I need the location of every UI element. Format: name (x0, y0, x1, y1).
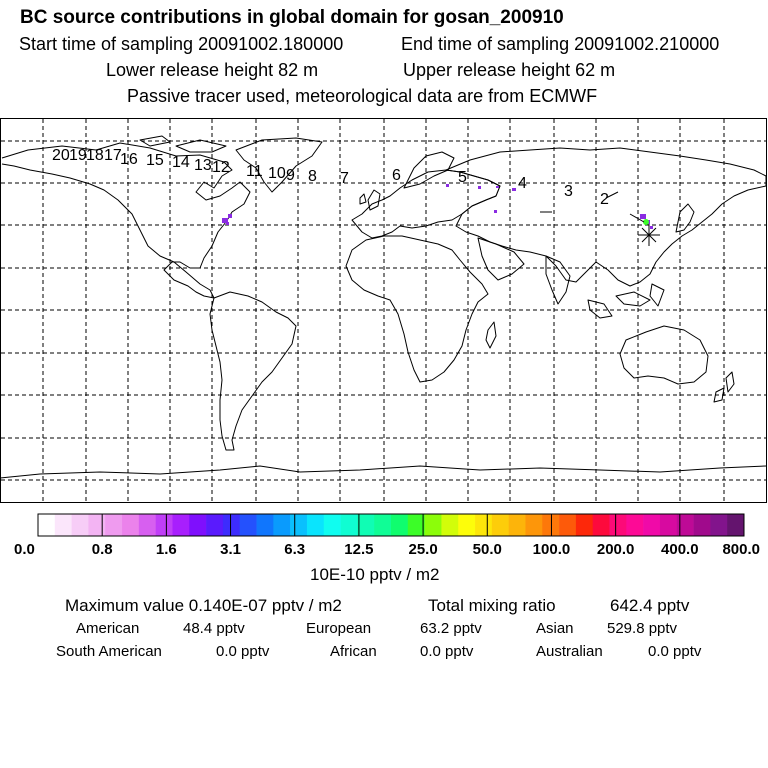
region-value: 0.0 pptv (216, 643, 270, 660)
trajectory-hour-label: 11 (246, 163, 263, 180)
colorbar-cell (509, 514, 526, 536)
total-mixing-ratio-value: 642.4 pptv (610, 596, 690, 615)
colorbar-cell (458, 514, 475, 536)
colorbar-cell (307, 514, 324, 536)
trajectory-hour-label: 6 (392, 167, 401, 184)
colorbar-cell (559, 514, 576, 536)
region-value: 63.2 pptv (420, 620, 482, 637)
colorbar-tick-label: 50.0 (472, 541, 502, 558)
region-value: 48.4 pptv (183, 620, 245, 637)
colorbar-cell (710, 514, 727, 536)
colorbar-tick-label: 800.0 (722, 541, 760, 558)
colorbar-cell (139, 514, 156, 536)
trajectory-hour-label: 20 (52, 147, 70, 164)
region-name: Australian (536, 643, 603, 660)
region-value: 0.0 pptv (648, 643, 702, 660)
trajectory-hour-label: 5 (458, 169, 467, 186)
colorbar-tick-label: 0.8 (91, 541, 113, 558)
trajectory-hour-label: 16 (120, 151, 138, 168)
colorbar-tick-label: 25.0 (408, 541, 438, 558)
colorbar-cell (172, 514, 189, 536)
maximum-value-label: Maximum value 0.140E-07 pptv / m2 (65, 596, 342, 615)
colorbar-tick-label: 400.0 (661, 541, 699, 558)
colorbar-cell (122, 514, 139, 536)
colorbar-cell (156, 514, 173, 536)
trajectory-hour-label: 12 (212, 159, 230, 176)
colorbar-tick-label: 3.1 (220, 541, 241, 558)
colorbar-cell (610, 514, 627, 536)
lower-release-height: Lower release height 82 m (106, 60, 319, 80)
trajectory-hour-label: 15 (146, 152, 164, 169)
trajectory-hour-label: 19 (69, 147, 87, 164)
colorbar-tick-label: 100.0 (532, 541, 571, 558)
colorbar-tick-label: 200.0 (596, 541, 635, 558)
colorbar-cell (55, 514, 72, 536)
trajectory-hour-label: 17 (104, 147, 122, 164)
trajectory-hour-label: 18 (86, 147, 104, 164)
colorbar-cell (643, 514, 660, 536)
region-value: 0.0 pptv (420, 643, 474, 660)
colorbar-cell (189, 514, 206, 536)
colorbar-cell (324, 514, 341, 536)
trajectory-hour-label: 14 (172, 154, 190, 171)
colorbar-tick-label: 6.3 (284, 541, 306, 558)
colorbar-cell (694, 514, 711, 536)
colorbar-cell (240, 514, 257, 536)
colorbar-cell (408, 514, 425, 536)
region-name: American (76, 620, 140, 637)
region-name: Asian (536, 620, 574, 637)
colorbar-cell (257, 514, 274, 536)
colorbar-cell (492, 514, 509, 536)
region-name: South American (56, 643, 162, 660)
colorbar-unit-label: 10E-10 pptv / m2 (310, 565, 440, 584)
colorbar-cell (425, 514, 442, 536)
total-mixing-ratio-label: Total mixing ratio (428, 596, 556, 615)
trajectory-hour-label: 2 (600, 191, 609, 208)
region-value: 529.8 pptv (607, 620, 678, 637)
colorbar-cell (391, 514, 408, 536)
tracer-note: Passive tracer used, meteorological data are from ECMWF (127, 86, 598, 106)
trajectory-hour-label: 9 (286, 167, 295, 184)
colorbar-cell (223, 514, 240, 536)
colorbar-tick-label: 12.5 (344, 541, 374, 558)
plot-title: BC source contributions in global domain for gosan_200910 (20, 7, 564, 28)
trajectory-hour-label: 13 (194, 157, 212, 174)
colorbar-cell (206, 514, 223, 536)
colorbar-cell (576, 514, 593, 536)
trajectory-hour-label: 3 (564, 183, 573, 200)
region-name: African (330, 643, 377, 660)
trajectory-hour-label: 8 (308, 168, 317, 185)
region-name: European (306, 620, 372, 637)
colorbar-cell (593, 514, 610, 536)
trajectory-hour-label: 4 (518, 175, 527, 192)
colorbar-cells (38, 514, 744, 536)
end-time-label: End time of sampling 20091002.210000 (401, 34, 720, 54)
colorbar-cell (441, 514, 458, 536)
colorbar-cell (475, 514, 492, 536)
colorbar-cell (357, 514, 374, 536)
colorbar-cell (626, 514, 643, 536)
colorbar-cell (88, 514, 105, 536)
colorbar-cell (727, 514, 744, 536)
colorbar-cell (525, 514, 542, 536)
colorbar-cell (660, 514, 677, 536)
colorbar-cell (374, 514, 391, 536)
colorbar-cell (72, 514, 89, 536)
colorbar-cell (290, 514, 307, 536)
colorbar-tick-label: 0.0 (14, 541, 35, 558)
trajectory-hour-label: 10 (268, 165, 286, 182)
colorbar-cell (273, 514, 290, 536)
colorbar-tick-label: 1.6 (155, 541, 177, 558)
start-time-label: Start time of sampling 20091002.180000 (19, 34, 344, 54)
upper-release-height: Upper release height 62 m (403, 60, 616, 80)
colorbar-cell (341, 514, 358, 536)
trajectory-hour-label: 7 (340, 170, 349, 187)
colorbar-cell (38, 514, 55, 536)
colorbar-cell (542, 514, 559, 536)
colorbar-cell (105, 514, 122, 536)
